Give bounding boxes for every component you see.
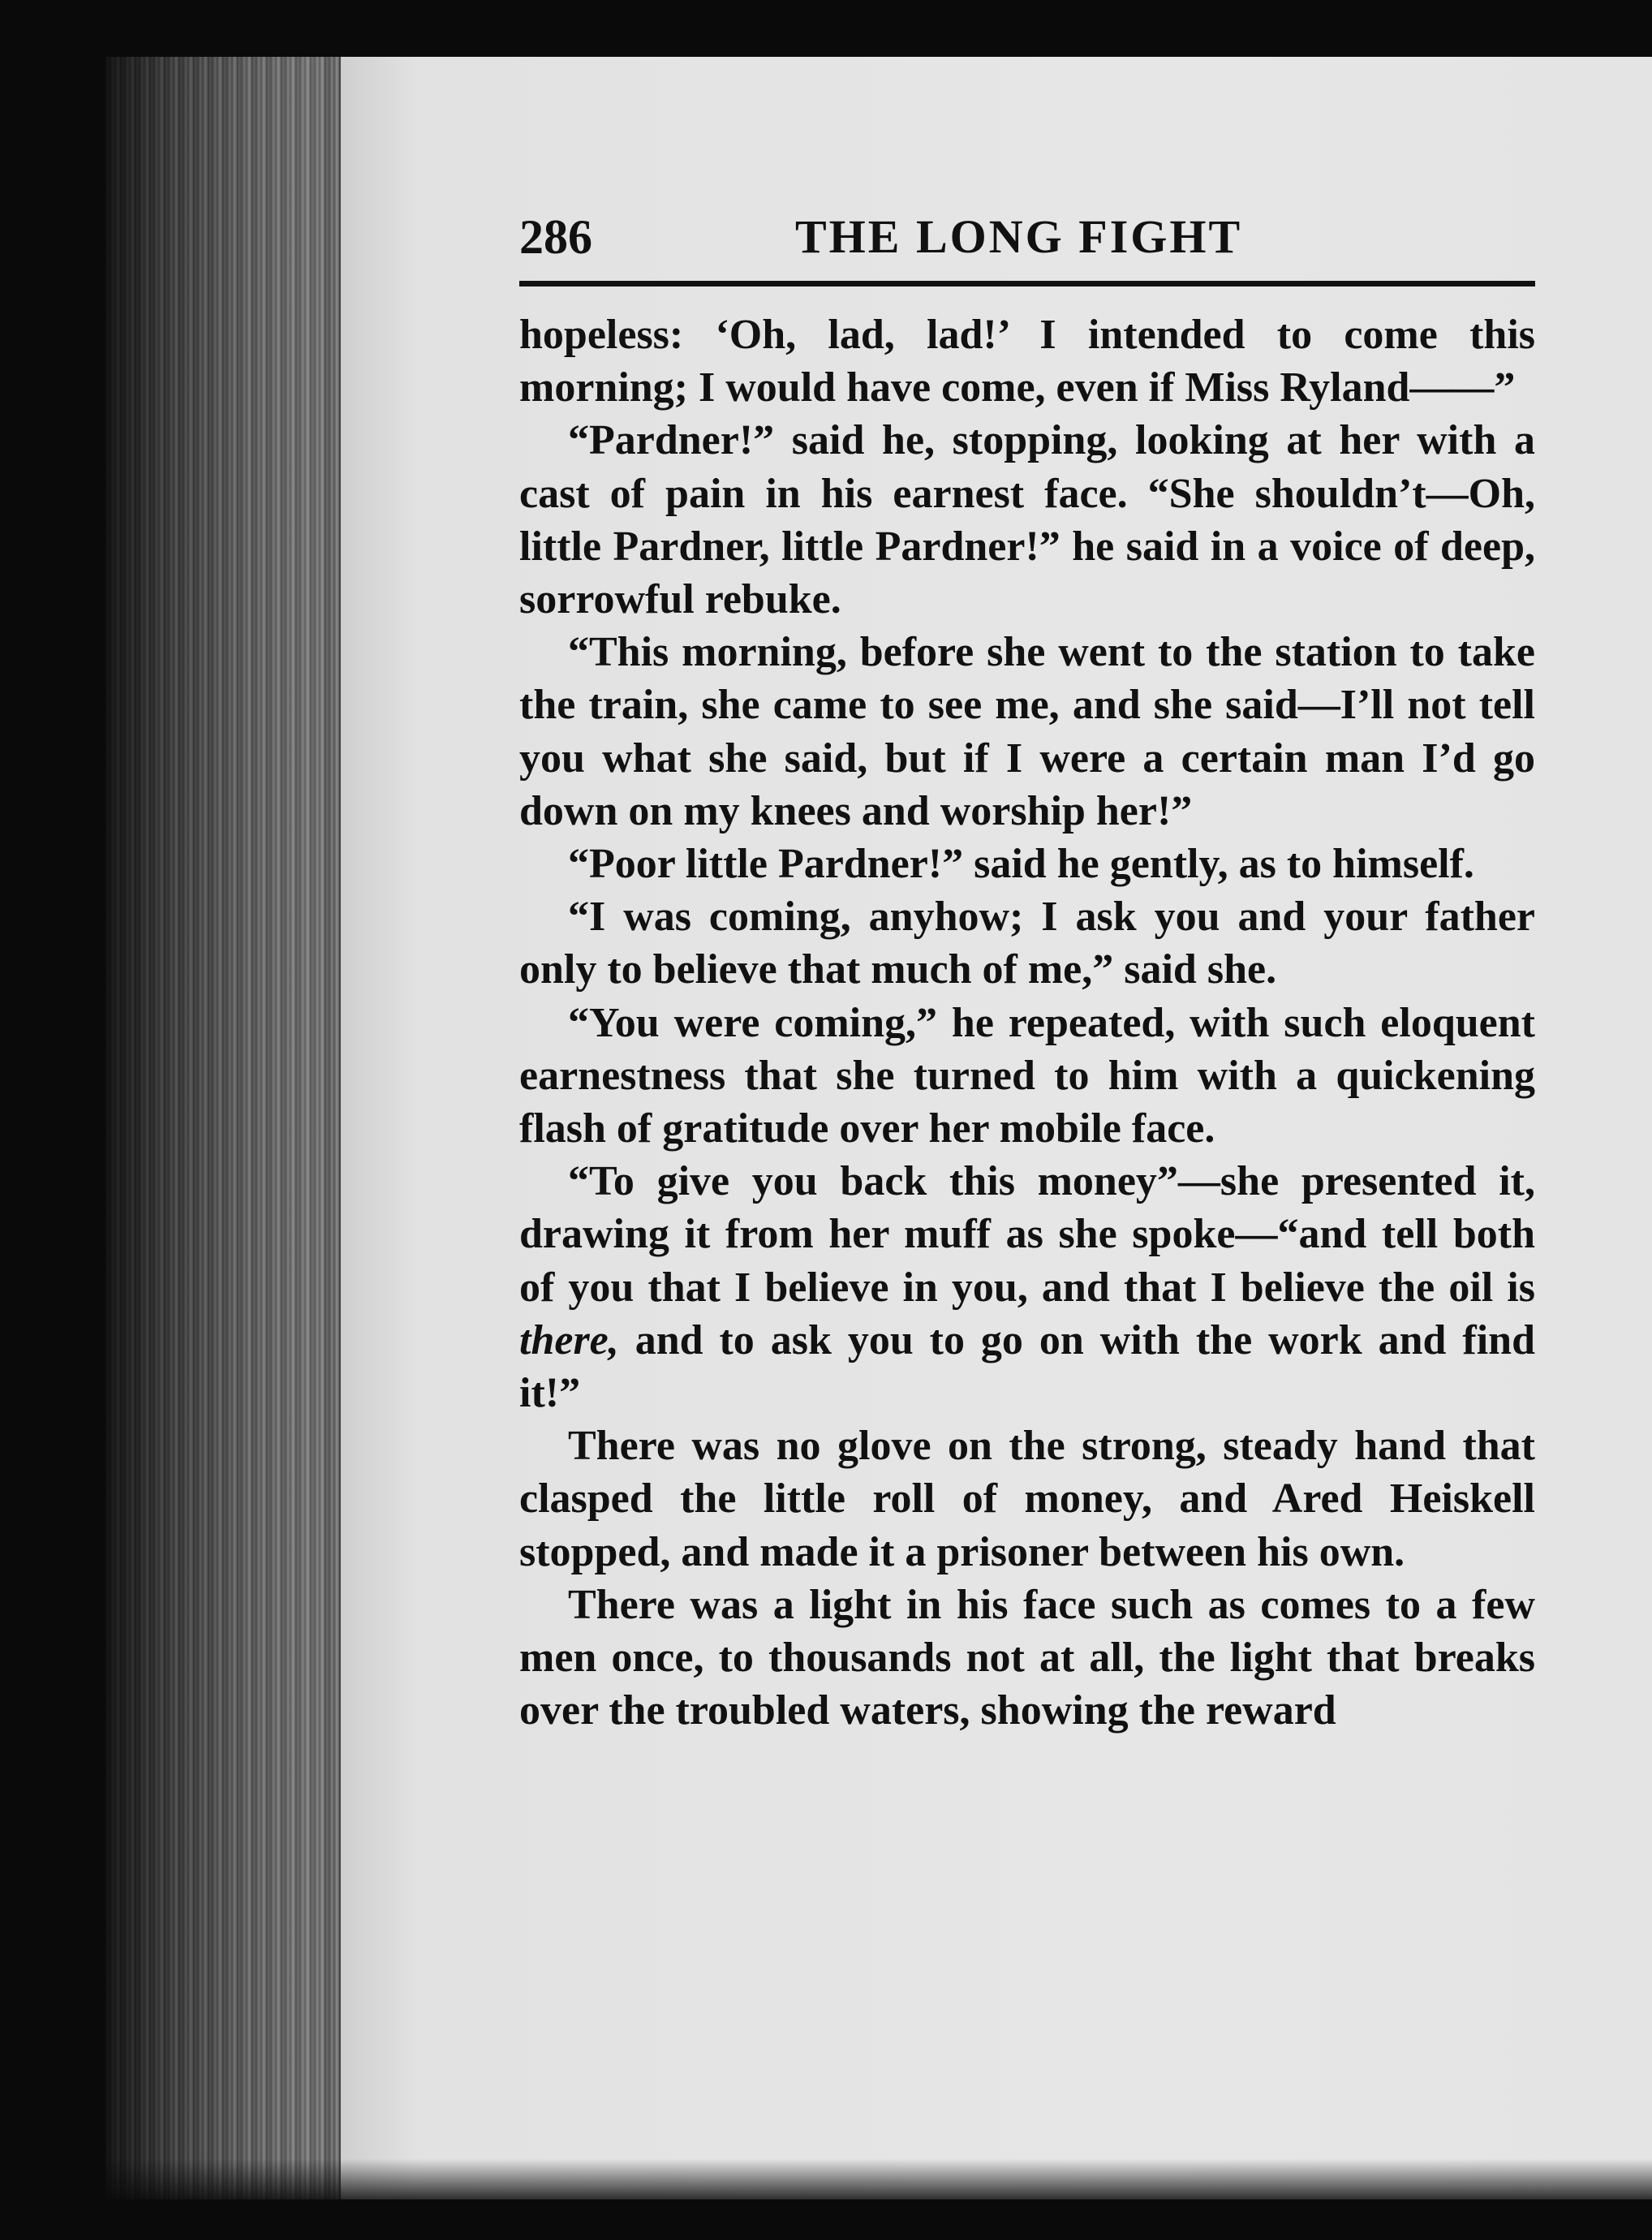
header-rule	[519, 281, 1535, 286]
paragraph: There was no glove on the strong, steady hand that clasped the little roll of money, and Ared Heiskell stopped, and made it a prisoner between his own.	[519, 1423, 1535, 1575]
paragraph-text: “To give you back this money”—she presented it, drawing it from her muff as she spoke—“and tell both of you that I believe in you, and that I believe the oil is	[519, 1158, 1535, 1311]
paragraph-text: and to ask you to go on with the work and find it!”	[519, 1316, 1535, 1417]
paragraph: “This morning, before she went to the station to take the train, she came to see me, and she said—I’ll not tell you what she said, but if I were a certain man I’d go down on my knees and worship her!”	[519, 629, 1535, 834]
page-number: 286	[519, 210, 592, 264]
running-title: THE LONG FIGHT	[795, 210, 1243, 263]
bottom-shadow	[105, 2159, 1652, 2240]
paragraph: “Pardner!” said he, stopping, looking at her with a cast of pain in his earnest face. “She shouldn’t—Oh, little Pardner, little Pardner!” he said in a voice of deep, sorrowful rebuke.	[519, 417, 1535, 623]
body-text	[519, 308, 1535, 1737]
emphasized-word: there,	[519, 1316, 619, 1363]
page-gutter-shadow	[105, 57, 365, 2199]
paragraph: “Poor little Pardner!” said he gently, as to himself.	[568, 841, 1474, 888]
paragraph: “You were coming,” he repeated, with such eloquent earnestness that she turned to him with a quickening flash of gratitude over her mobile face.	[519, 999, 1535, 1152]
paragraph: “I was coming, anyhow; I ask you and your father only to believe that much of me,” said she.	[519, 894, 1535, 993]
paragraph: There was a light in his face such as comes to a few men once, to thousands not at all, the light that breaks over the troubled waters, showing the reward	[519, 1581, 1535, 1734]
paragraph: hopeless: ‘Oh, lad, lad!’ I intended to come this morning; I would have come, even if Miss Ryland——”	[519, 312, 1535, 411]
running-header	[519, 205, 1535, 269]
paragraph	[519, 1155, 1535, 1419]
